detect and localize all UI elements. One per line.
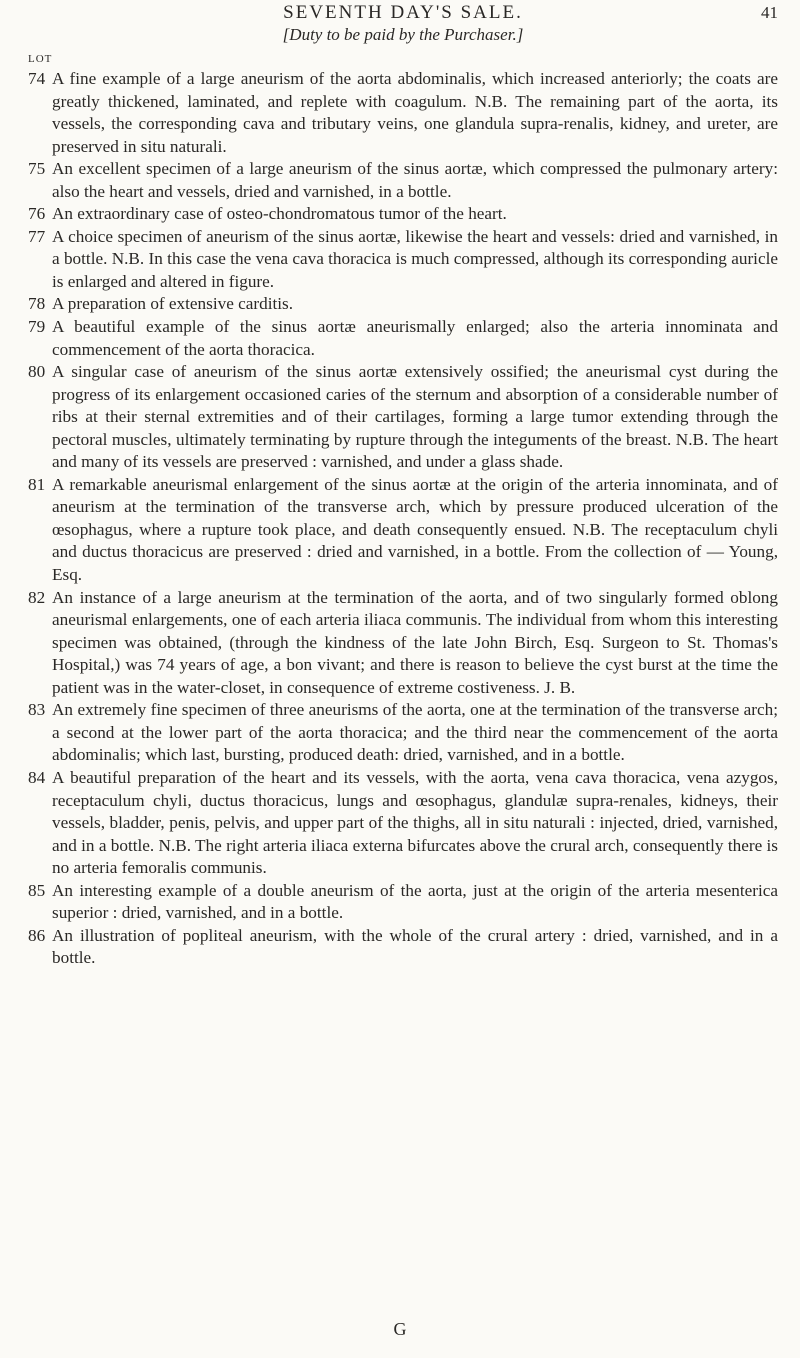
lot-number: 76 xyxy=(28,204,46,224)
lot-description: An illustration of popliteal aneurism, with the whole of the crural artery : dried, varnished, and in a bottle. xyxy=(52,925,778,968)
lot-description: An excellent specimen of a large aneurism of the sinus aortæ, which compressed the pulmonary artery: also the heart and vessels, dried and varnished, in a bottle. xyxy=(52,159,778,201)
page-number: 41 xyxy=(761,3,778,22)
lot-entry xyxy=(28,699,778,767)
lot-entry xyxy=(28,316,778,361)
lot-entry xyxy=(28,767,778,880)
lot-list xyxy=(28,68,778,970)
lot-description: An interesting example of a double aneurism of the aorta, just at the origin of the arteria mesenterica superior : dried, varnished, and in a bottle. xyxy=(52,880,778,923)
lot-number: 75 xyxy=(28,159,46,179)
lot-entry xyxy=(28,226,778,294)
lot-number: 83 xyxy=(28,700,46,720)
lot-number: 85 xyxy=(28,880,46,900)
running-head: SEVENTH DAY'S SALE. xyxy=(283,2,523,23)
lot-description: A beautiful preparation of the heart and its vessels, with the aorta, vena cava thoracica, vena azygos, receptaculum chyli, ductus thoracicus, lungs and œsophagus, glandulæ supra-renales, kidneys, their vessels, bladder, penis, pelvis, and upper part of the thighs, all in situ naturali : injected, dried, varnished, and in a bottle. N.B. The right arteria iliaca externa bifurcates above the crural arch, consequently there is no arteria femoralis communis. xyxy=(52,767,778,878)
lot-description: A choice specimen of aneurism of the sinus aortæ, likewise the heart and vessels: dried and varnished, in a bottle. N.B. In this case the vena cava thoracica is much compressed, although its corresponding auricle is enlarged and altered in figure. xyxy=(52,226,778,291)
lot-description: A remarkable aneurismal enlargement of the sinus aortæ at the origin of the arteria innominata, and of aneurism at the termination of the transverse arch, which by pressure produced ulceration of the œsophagus, where a rupture took place, and death consequently ensued. N.B. The receptaculum chyli and ductus thoracicus are preserved : dried and varnished, in a bottle. From the collection of — Young, Esq. xyxy=(52,474,778,585)
lot-entry xyxy=(28,293,778,316)
lot-description: A fine example of a large aneurism of the aorta abdominalis, which increased anteriorly; the coats are greatly thickened, laminated, and replete with coagulum. N.B. The remaining part of the aorta, its vessels, the corresponding cava and tributary veins, one glandula supra-renalis, kidney, and ureter, are preserved in situ naturali. xyxy=(52,69,778,156)
lot-number: 82 xyxy=(28,587,46,607)
lot-description: An instance of a large aneurism at the termination of the aorta, and of two singularly formed oblong aneurismal enlargements, one of each arteria iliaca communis. The individual from whom this interesting specimen was obtained, (through the kindness of the late John Birch, Esq. Surgeon to St. Thomas's Hospital,) was 74 years of age, a bon vivant; and there is reason to believe the cyst burst at the time the patient was in the water-closet, in consequence of extreme costiveness. J. B. xyxy=(52,587,778,697)
lot-entry xyxy=(28,587,778,700)
lot-number: 81 xyxy=(28,474,46,494)
lot-number: 84 xyxy=(28,767,46,787)
lot-entry xyxy=(28,474,778,587)
lot-description: A beautiful example of the sinus aortæ aneurismally enlarged; also the arteria innominata and commencement of the aorta thoracica. xyxy=(52,317,778,359)
lot-entry xyxy=(28,158,778,203)
lot-entry xyxy=(28,880,778,925)
lot-description: An extraordinary case of osteo-chondromatous tumor of the heart. xyxy=(52,204,507,224)
lot-number: 77 xyxy=(28,226,46,246)
lot-number: 80 xyxy=(28,362,46,382)
lot-description: A singular case of aneurism of the sinus aortæ extensively ossified; the aneurismal cyst during the progress of its enlargement occasioned caries of the sternum and absorption of a considerable number of ribs at their sternal extremities and of their cartilages, forming a large tumor extending through the pectoral muscles, ultimately terminating by rupture through the integuments of the breast. N.B. The heart and many of its vessels are preserved : varnished, and under a glass shade. xyxy=(52,362,778,472)
lot-entry xyxy=(28,203,778,226)
lot-description: An extremely fine specimen of three aneurisms of the aorta, one at the termination of the transverse arch; a second at the lower part of the aorta thoracica; and the third near the commencement of the aorta abdominalis; which last, bursting, produced death: dried, varnished, and in a bottle. xyxy=(52,700,778,765)
lot-entry xyxy=(28,925,778,970)
lot-number: 74 xyxy=(28,69,46,88)
lot-entry xyxy=(28,361,778,474)
lot-entry xyxy=(28,68,778,158)
lot-description: A preparation of extensive carditis. xyxy=(52,294,294,314)
duty-note: [Duty to be paid by the Purchaser.] xyxy=(282,25,524,44)
lot-column-label: LOT xyxy=(28,53,53,65)
page-header xyxy=(28,2,778,24)
lot-number: 86 xyxy=(28,925,46,945)
lot-number: 79 xyxy=(28,317,46,337)
lot-number: 78 xyxy=(28,294,46,314)
signature-mark: G xyxy=(393,1319,407,1339)
